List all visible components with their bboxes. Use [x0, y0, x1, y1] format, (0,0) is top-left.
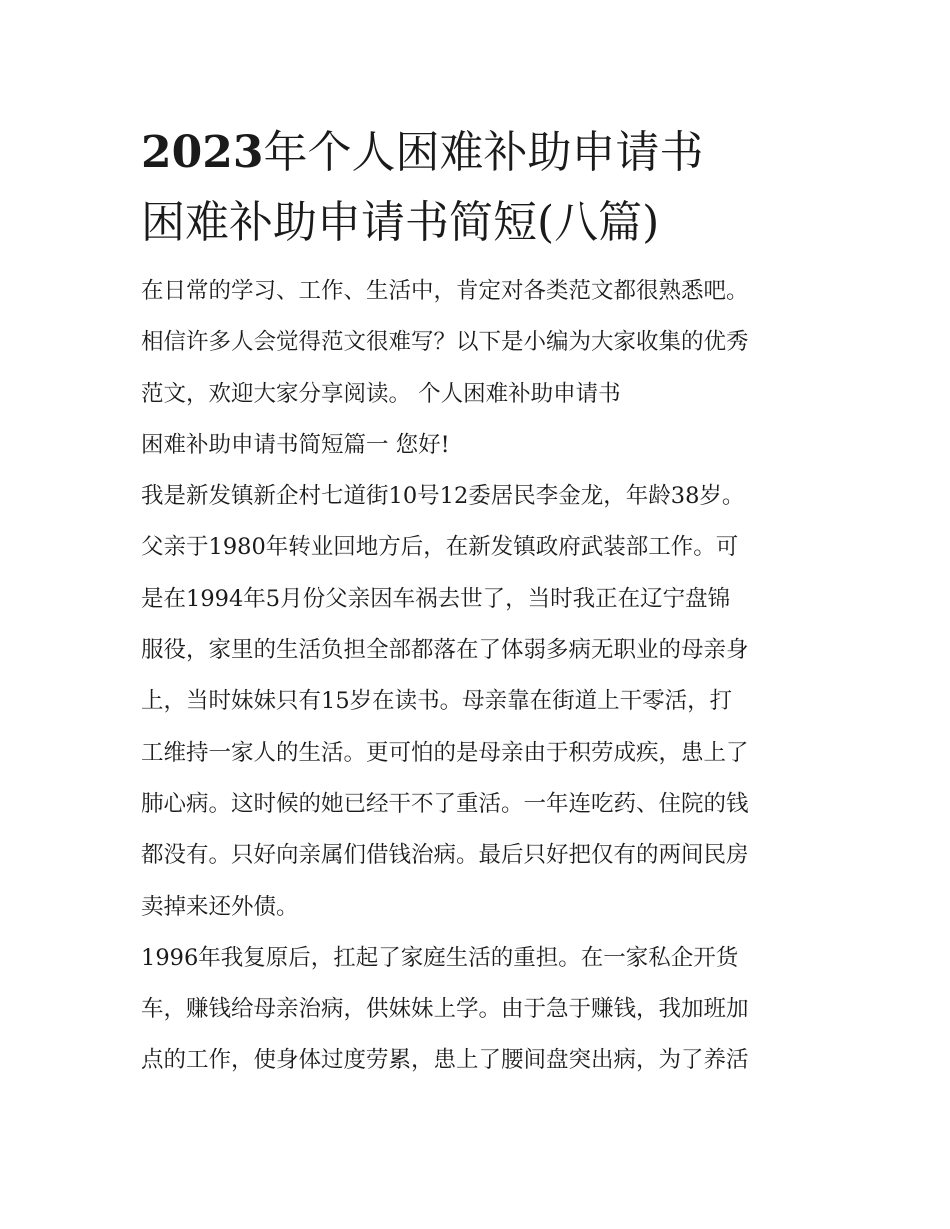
body-line: 范文，欢迎大家分享阅读。 个人困难补助申请书	[141, 380, 621, 407]
body-line: 工维持一家人的生活。更可怕的是母亲由于积劳成疾，患上了	[141, 739, 749, 766]
body-line: 是在1994年5月份父亲因车祸去世了，当时我正在辽宁盘锦	[141, 585, 731, 612]
body-line: 1996年我复原后，扛起了家庭生活的重担。在一家私企开货	[141, 944, 739, 971]
document-title	[141, 118, 821, 258]
body-line: 我是新发镇新企村七道街10号12委居民李金龙，年龄38岁。	[141, 483, 745, 510]
document-page	[141, 118, 821, 1087]
body-line: 在日常的学习、工作、生活中，肯定对各类范文都很熟悉吧。	[141, 278, 749, 304]
title-line-1-text: 年个人困难补助申请书	[263, 127, 704, 178]
body-line: 都没有。只好向亲属们借钱治病。最后只好把仅有的两间民房	[141, 842, 749, 869]
title-line-1	[141, 118, 821, 188]
body-line: 肺心病。这时候的她已经干不了重活。一年连吃药、住院的钱	[141, 790, 749, 817]
title-line-2: 困难补助申请书简短(八篇)	[141, 197, 660, 248]
document-body	[141, 266, 821, 1087]
title-year: 2023	[141, 127, 264, 178]
body-line: 卖掉来还外债。	[141, 893, 299, 920]
body-line: 服役，家里的生活负担全部都落在了体弱多病无职业的母亲身	[141, 637, 749, 664]
body-line: 父亲于1980年转业回地方后，在新发镇政府武装部工作。可	[141, 534, 739, 561]
body-line: 车，赚钱给母亲治病，供妹妹上学。由于急于赚钱，我加班加	[141, 996, 749, 1023]
body-line: 相信许多人会觉得范文很难写？以下是小编为大家收集的优秀	[141, 329, 749, 356]
body-line: 困难补助申请书简短篇一 您好!	[141, 431, 450, 458]
body-line: 点的工作，使身体过度劳累，患上了腰间盘突出病，为了养活	[141, 1047, 749, 1074]
body-line: 上，当时妹妹只有15岁在读书。母亲靠在街道上干零活，打	[141, 688, 733, 715]
